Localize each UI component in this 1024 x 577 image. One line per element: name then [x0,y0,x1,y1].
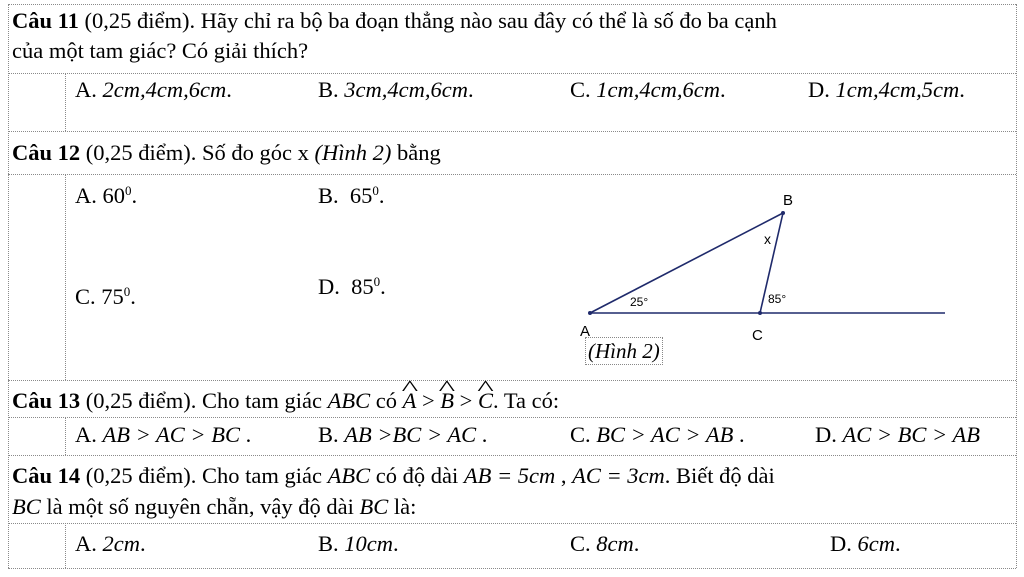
angle-c-label: 85° [768,292,787,306]
q14-option-d[interactable]: D. 6cm. [830,531,901,556]
label-c: C [752,327,763,344]
q14-line1: Câu 14 (0,25 điểm). Cho tam giác ABC có độ dài AB = 5cm , AC = 3cm. Biết độ dài [12,463,775,488]
q12-option-c[interactable]: C. $75^0$. [75,284,136,309]
q12-text: Câu 12 (0,25 điểm). Số đo góc x (Hình 2) bằng [12,140,441,165]
q12-option-a[interactable]: A. $60^0$. [75,183,138,208]
q14-line2: BC là một số nguyên chẵn, vậy độ dài BC là: [12,494,417,519]
point-b [781,211,785,215]
label-b: B [783,192,794,209]
point-a [588,311,592,315]
q13-option-b[interactable]: B. AB >BC > AC . [318,422,488,447]
q13-option-a[interactable]: A. AB > AC > BC . [75,422,252,447]
q14-option-a[interactable]: A. 2cm. [75,531,146,556]
q11-line2: của một tam giác? Có giải thích? [12,38,309,63]
q12-option-b[interactable]: B. $65^0$. [318,183,385,208]
q11-option-b[interactable]: B. 3cm,4cm,6cm. [318,77,474,102]
q13-option-c[interactable]: C. BC > AC > AB . [570,422,745,447]
angle-a-label: 25° [630,295,649,309]
q14-option-b[interactable]: B. 10cm. [318,531,399,556]
point-c [758,311,762,315]
q11-option-c[interactable]: C. 1cm,4cm,6cm. [570,77,726,102]
label-a: A [580,323,591,340]
q14-option-c[interactable]: C. 8cm. [570,531,640,556]
q11-option-a[interactable]: A. 2cm,4cm,6cm. [75,77,232,102]
q13-text: Câu 13 (0,25 điểm). Cho tam giác ABC có ^ A > ^ B > ^ C. Ta có: [12,386,559,415]
figure-caption: (Hình 2) [585,337,663,365]
side-ab [590,213,783,313]
q11-option-d[interactable]: D. 1cm,4cm,5cm. [808,77,965,102]
q11-line1: Câu 11 (0,25 điểm). Hãy chỉ ra bộ ba đoạn thẳng nào sau đây có thể là số đo ba cạnh [12,8,777,33]
q13-option-d[interactable]: D. AC > BC > AB [815,422,980,447]
angle-x-label: x [764,231,771,247]
q12-option-d[interactable]: D. $85^0$. [318,274,386,299]
